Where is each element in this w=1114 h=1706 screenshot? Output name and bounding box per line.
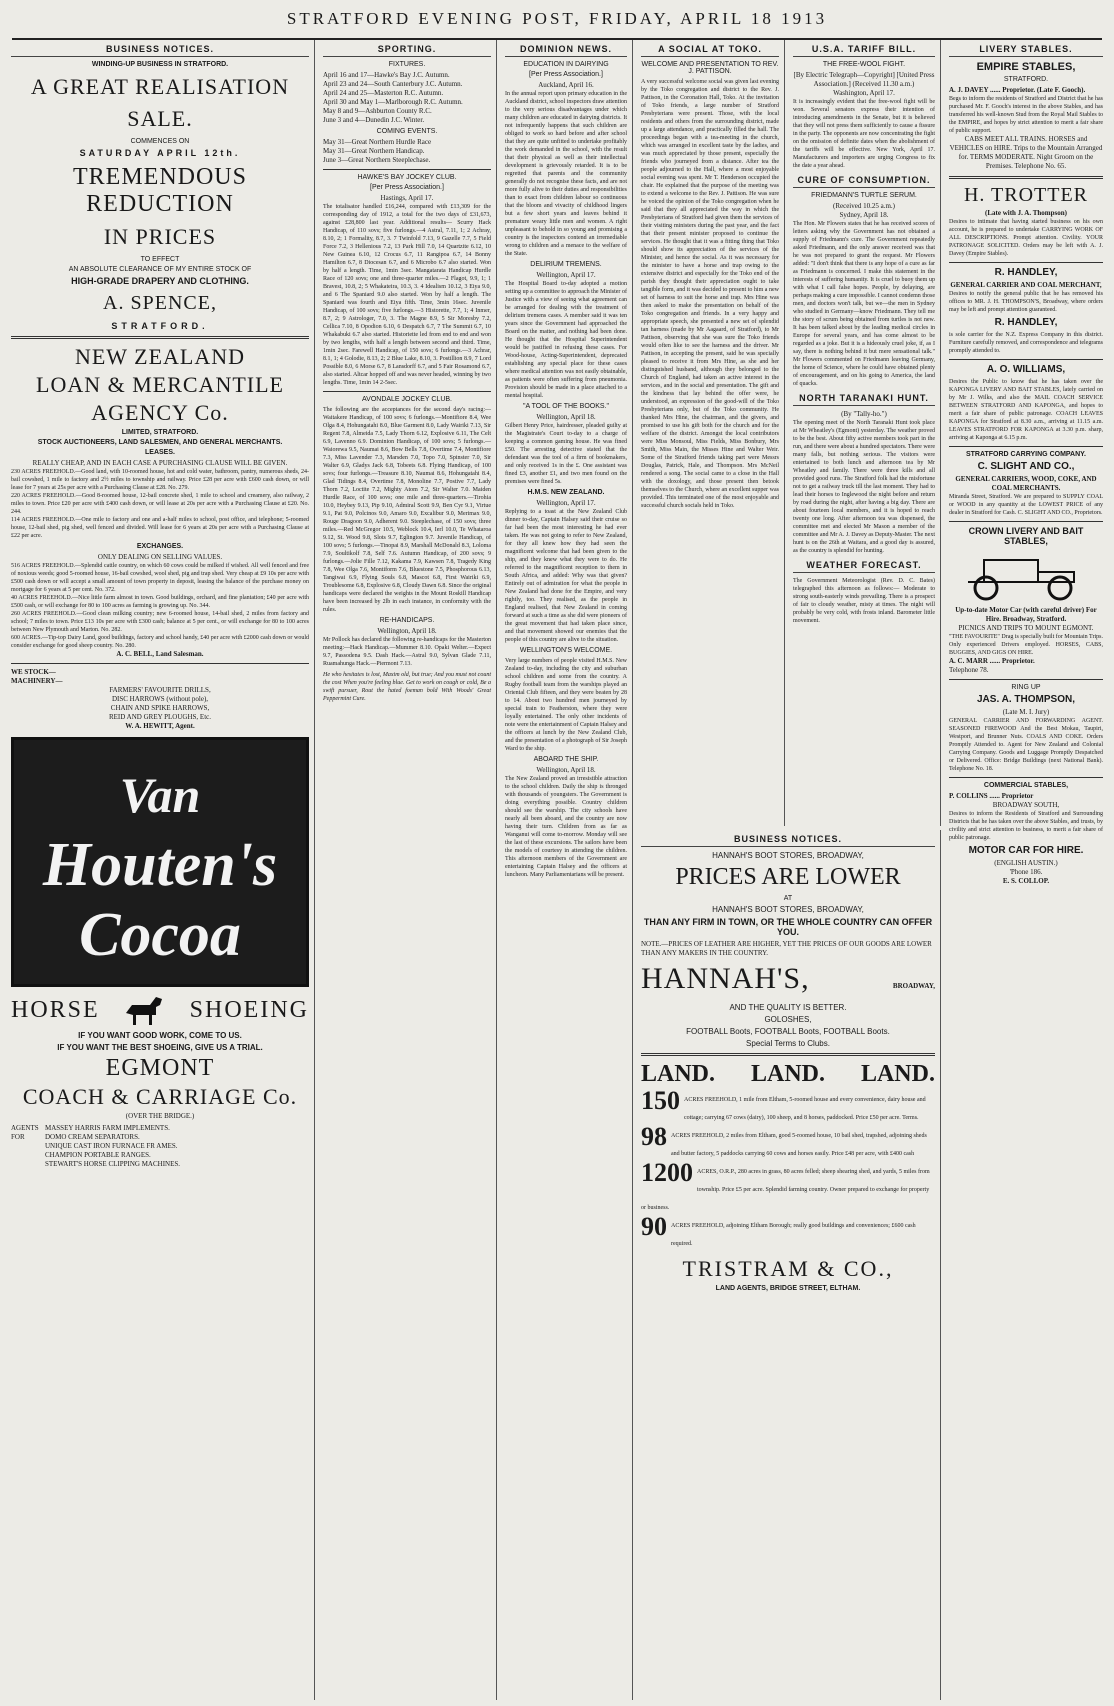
ad-body: Desires to inform the Residents of Stratford and Surrounding Districts that he has taken over the above Stables, and trusts, by civility and strict attention to business, to merit a fair share of public patronage.	[949, 811, 1103, 841]
headline: WELCOME AND PRESENTATION TO REV. J. PATTISON.	[641, 61, 779, 75]
agents-label: AGENTS FOR	[11, 1124, 39, 1141]
carrying-heading: STRATFORD CARRYING COMPANY.	[965, 451, 1087, 458]
horse-label: HORSE	[11, 996, 100, 1023]
divider	[949, 777, 1103, 778]
column-tariff-bill	[788, 40, 941, 826]
ad-body: GENERAL CARRIER AND FORWARDING AGENT. SEASONED FIREWOOD And the Best Mokau, Taupiri, Westport, and Brunner Nuts. COALS AND COKE. Orders Promptly Attended to. Agent for New Zealand and Colonial Carrying Company. Goods and Luggage Promptly Despatched or Delivered. Office: Bridge Buildings (next National Bank). Telephone No. 18.	[949, 718, 1103, 772]
ad-body: Miranda Street, Stratford. We are prepared to SUPPLY COAL or WOOD in any quantity at the LOWEST PRICE of any dealer in Stratford for Cash. C. SLIGHT AND CO., Proprietors.	[949, 494, 1103, 516]
exchange-ad: 516 ACRES FREEHOLD.—Splendid cattle country, on which 60 cows could be milked if wished. All well fenced and free of noxious weeds; good 5-roomed house, 16-bail cowshed, wool shed, pig and trap shed. Very cheap at £9 10s per acre with £500 cash down or will accept a small amount of town property in deposit, leasing the balance of the purchase money on mortgage for 6 years at 5 per cent. No. 372.	[11, 563, 309, 593]
ad-body: Desires to intimate that having started business on his own account, he is prepared to undertake CARRYING WORK OF ALL DESCRIPTIONS. Prompt attention. Civility. YOUR PATRONAGE SOLICITED. Orders may be left with A. J. Davey (Empire Stables).	[949, 219, 1103, 257]
exchange-ad: 600 ACRES.—Tip-top Dairy Land, good buildings, factory and school handy, £40 per acre with £2000 cash down or would consider exchange for good sheep country. No. 280.	[11, 635, 309, 649]
land-ad-text: ACRES FREEHOLD, 2 miles from Eltham, good 5-roomed house, 10 bail shed, trapshed, adjoining sheds and butter factory, 5 paddocks carrying 60 cows and horses easily. Price £48 per acre, with £400 cash	[671, 1133, 927, 1157]
phone-line: 'Phone 186.	[1009, 868, 1043, 876]
masthead: STRATFORD EVENING POST, FRIDAY, APRIL 18 1913	[286, 9, 828, 28]
quality-line: AND THE QUALITY IS BETTER.	[729, 1003, 847, 1012]
hannah-line: HANNAH'S BOOT STORES, BROADWAY,	[712, 851, 864, 860]
article-body: A very successful welcome social was given last evening by the Toko congregation and district to the Rev. J. Pattison, in the Coronation Hall, Toko. At the invitation of Toko friends, a large number of Stratford Presbyterians were present. Those, with the local residents and others from the surrounding district, made up a large attendance, and practically filled the hall. The proceedings began with a tea-meeting in the church, which was arranged in excellent taste by the ladies, and was much appreciated by those present, especially the friends who journeyed from a distance. After tea the people adjourned to the Hall, where a most enjoyable social evening was spent. Mr T. Henderson occupied the chair. He explained that the purpose of the meeting was to extend a welcome to the Rev. J. Pattison. He was sure he voiced the opinion of the Toko congregation when he said that they all appreciated the way in which the Presbyterians of Stratford had given them the services of their visiting ministers during the past year, and the fact that their present minister proposed to continue the services. He thought that it was a fitting thing that Toko should show its appreciation of the services of the Minister, and hence the social. As it was necessary for the minister to have a horse and trap owing to the extensive district and especially for the Toko end of the parish they thought their appreciation ought to take tangible form, and it was decided to present to him a new set of harness to suit the horse and trap. Mrs Hine was then asked to make the presentation on behalf of the Toko congregation and friends. In a very happy and appropriate speech, she presented a new set of splendid tan harness (made by Mr Aagaard, of Stratford), to Mr Pattison, observing that she was sure the Toko friends would often like to see the harness and the driver. Mr Pattison, in accepting the present, said he was specially pleased to receive it from Mrs Hine, as she and her distinguished husband, although they belonged to the Church of England, had taken an active interest in the services, and in the social and presentation. The gift and the kindness that lay behind the offer were, he understood, an expression of the good-will of the Toko Presbyterians only, but of the Toko community. He thanked Mrs Hine, the chairman, and the givers, and promised to use his gift both for the church and for the welfare of the district. Amongst the local contributors were Miss Monsoul, Miss Fields, Miss Bonbury, Mrs Smith, Miss Main, the Misses Hine and Walter Weir. Some of the Stratford friends taking part were Messrs Douglas, Patrick, Hale, and Thompson. Mrs McNeil rendered a song. The social came to a close in the Hall with the doxology, and those present then betook themselves to the Church, where an excellent supper was provided. This terminated one of the most enjoyable and successful church socials held in Toko.	[641, 79, 779, 509]
telephone-line: Telephone 78.	[949, 666, 989, 674]
agent-item: STEWART'S HORSE CLIPPING MACHINES.	[45, 1160, 181, 1168]
shoeing-label: SHOEING	[189, 996, 309, 1023]
headline: ABOARD THE SHIP.	[533, 756, 599, 763]
ad-body: Begs to inform the residents of Stratford and District that he has purchased Mr. F. Gooch's interest in the above Stables, and has transferred his well-known Stud from the Royal Mail Stables to the EMPIRE, and hopes by strict attention to merit a fair share of public support.	[949, 96, 1103, 134]
hawkes-bay-heading: HAWKE'S BAY JOCKEY CLUB.	[357, 174, 457, 181]
land-word: LAND.	[641, 1061, 716, 1087]
good-work-line: IF YOU WANT GOOD WORK, COME TO US.	[78, 1031, 242, 1040]
crown-heading: CROWN LIVERY AND BAIT STABLES,	[968, 526, 1084, 546]
land-ad	[641, 1088, 935, 1124]
handley-heading: R. HANDLEY,	[994, 317, 1058, 328]
divider	[949, 359, 1103, 360]
column-dominion-news	[500, 40, 633, 1700]
land-word: LAND.	[750, 1061, 825, 1087]
section-heading: LIVERY STABLES.	[949, 44, 1103, 57]
machinery-item: REID AND GREY PLOUGHS, Etc.	[108, 713, 212, 721]
lease-ad: 230 ACRES FREEHOLD.—Good land, with 10-roomed house, hot and cold water, bathroom, pantry, numerous sheds, 24-bail cowshed, 1 mile to factory and 2½ miles to township and railway. Price £28 per acre with £600 cash down, or will lease for 7 years at 25s per acre with a Purchasing Clause at £28. No. 279.	[11, 469, 309, 491]
verse: He who hesitates is lost, Maxim old, but true; And you must not count the cost When you're feeling blue. Get to work on cough or cold, Be a swift pursuer, Rout the hated foeman bold With Woods' Great Peppermint Cure.	[323, 672, 491, 702]
article-body: Replying to a toast at the New Zealand Club dinner to-day, Captain Halsey said their cruise so far had been the most interesting he had ever taken. He was not going to refer to New Zealand, for they all knew how they had seen the magnificent welcome that had been given to the ship, and they knew what they were to do. He referred to the magnificent reception to them in South Africa, and added: Why was that given? Entirely out of admiration for what the people in New Zealand had done for the Empire, and very rightly, too. They realised, as the people in England realised, that New Zealand in coming forward at such a time as she did were pioneers of the great movement that had taken place since, and that movement showed our enemies that the people of this country are alive to the situation.	[505, 509, 627, 643]
press-label: [Per Press Association.]	[529, 71, 603, 78]
lease-ad: 114 ACRES FREEHOLD.—One mile to factory and one and a-half miles to school, post office, and telephone; 5-roomed house, 12-bail shed, pig shed, well fenced and divided. Will lease for 6 years at 20s per acre with a Purchasing Clause at £22 per acre.	[11, 517, 309, 539]
dateline: Auckland, April 16.	[538, 81, 594, 89]
event-item: May 31—Great Northern Handicap.	[323, 147, 425, 155]
article-body: In the annual report upon primary education in the Auckland district, school inspectors draw attention to the very serious disadvantages under which many children are educated in dairying districts. It not infrequently happens that such children are obliged to work so hard before and after school that they are quite unfitted to undertake profitably the work demanded in the school, with the result that their physical as well as their intellectual development is grievously retarded. It is to be regretted that parents and the community generally do not recognise these facts, and are not more fully alive to their duties and responsibilities than to exact from children labour so continuous that the bloom and vivacity of childhood lingers but a few short years and leaves behind it premature weary little men and women. A right unpleasant to behold in so young and promising a country is the inspectors contend an irremediable wrong to children and a menace to the welfare of the State.	[505, 91, 627, 257]
land-word: LAND.	[860, 1061, 935, 1087]
cheap-label: REALLY CHEAP, AND IN EACH CASE A PURCHASING CLAUSE WILL BE GIVEN.	[32, 459, 288, 467]
selling-values-label: ONLY DEALING ON SELLING VALUES.	[97, 553, 223, 561]
section-heading: U.S.A. TARIFF BILL.	[793, 44, 935, 57]
collop-signature: E. S. COLLOP.	[1002, 877, 1050, 885]
land-ad-acres: 90	[641, 1212, 667, 1241]
fixture-item: May 8 and 9—Ashburton County R.C.	[323, 107, 432, 115]
coming-events-heading: COMING EVENTS.	[376, 128, 438, 135]
goloshes-line: GOLOSHES,	[764, 1015, 812, 1024]
nz-loan-title-2: LOAN & MERCANTILE	[36, 372, 284, 397]
article-body: The Hon. Mr Flowers states that he has received scores of letters asking why the Government has not obtained a supply of Friedmann's cure. The Government repeatedly asked Friedmann, and the only answer received was that he was not prepared to grant the request. Mr Flowers added: "I don't think that there is any hope of a cure as far as Friedmann is concerned. I make this statement in the interests of suffering humanity. It is cruel to buoy them up with what I call false hopes. People, by delaying, are perhaps making a cure impossible. I cannot condemn those men, and doctors won't talk, but we—the men in Sydney who studied in Germany—know Friedmann. They tell me the story of scrum being obtained from turtles is not new. It has been talked about by the leading medical circles in Europe for several years, and has come almost to be regarded as a joke. But it is a hideously cruel joke, if, as I say, there is nothing behind it but mere sensational talk." Mr Flowers commented on Friedmann leaving Germany, the home of Science, where he could have obtained plenty of encouragement, and on his going to America, the land of quacks.	[793, 221, 935, 387]
land-ad-text: ACRES FREEHOLD, adjoining Eltham Borough; really good buildings and conveniences; £600 cash required.	[671, 1223, 916, 1247]
nz-loan-title-1: NEW ZEALAND	[74, 344, 246, 369]
hannah-line: HANNAH'S BOOT STORES, BROADWAY,	[712, 905, 864, 914]
column-sporting	[318, 40, 497, 1700]
marr-proprietor: A. C. MARR ...... Proprietor.	[949, 657, 1035, 665]
section-heading: SPORTING.	[323, 44, 491, 57]
tremendous-heading: TREMENDOUS REDUCTION	[72, 164, 247, 217]
collins-location: BROADWAY SOUTH,	[992, 801, 1060, 809]
divider	[323, 169, 491, 170]
event-item: June 3—Great Northern Steeplechase.	[323, 156, 431, 164]
fixture-item: April 16 and 17—Hawke's Bay J.C. Autumn.	[323, 71, 450, 79]
column-social-at-toko	[636, 40, 785, 826]
divider	[949, 176, 1103, 179]
ad-body: is sole carrier for the N.Z. Express Company in this district. Furniture carefully removed, and correspondence and telegrams promptly attended to.	[949, 332, 1103, 354]
divider	[949, 521, 1103, 522]
leases-label: LEASES.	[145, 449, 175, 456]
cocoa-brand-mid: Houten's	[42, 831, 278, 899]
we-stock-label: WE STOCK—	[11, 668, 56, 676]
nz-loan-auctioneers: STOCK AUCTIONEERS, LAND SALESMEN, AND GENERAL MERCHANTS.	[37, 439, 283, 446]
press-label: [Per Press Association.]	[370, 184, 444, 191]
column-livery-stables	[944, 40, 1108, 1700]
exchanges-label: EXCHANGES.	[136, 543, 184, 550]
ad-body: Desires the Public to know that he has taken over the KAPONGA LIVERY AND BAIT STABLES, lately carried on by Mr J. Wilks, and also the MAIL COACH SERVICE BETWEEN STRATFORD AND KAPONGA, and hopes to merit a fair share of public patronage. COACH LEAVES KAPONGA for Stratford at 8.30 a.m., arriving at 11.15 a.m. LEAVES STRATFORD FOR KAPONGA at 3.30 p.m. sharp, arriving at Kaponga at 6.15 p.m.	[949, 379, 1103, 441]
byline: (By "Tally-ho.")	[841, 410, 887, 418]
ad-body: CABS MEET ALL TRAINS. HORSES and VEHICLES on HIRE. Trips to the Mountain Arranged for. TERMS MODERATE. Night Groom on the Premises. Telephone No. 65.	[949, 135, 1103, 170]
land-ad	[641, 1124, 935, 1160]
exchange-ad: 260 ACRES FREEHOLD.—Good clean milking country; new 6-roomed house, 14-bail shed, 2 miles from factory and school; 7 miles to town. Price £13 10s per acre with £300 cash; balance at 5 per cent., or will exchange for 80 to 100 acres between New Plymouth and Marton. No. 282.	[11, 611, 309, 633]
section-heading: WEATHER FORECAST.	[793, 560, 935, 573]
collins-proprietor: P. COLLINS ...... Proprietor	[949, 792, 1034, 800]
fixtures-heading: FIXTURES.	[388, 61, 426, 68]
article-body: The Government Meteorologist (Rev. D. C. Bates) telegraphed this afternoon as follows:— Moderate to strong south-easterly winds prevailing. There is a prospect of fair to cloudy weather, misty at times. The night will probably be very cold, with frosts inland. Barometer little movement.	[793, 578, 935, 624]
byline: (Received 10.25 a.m.)	[832, 202, 895, 210]
article-body: The opening meet of the North Taranaki Hunt took place at Mr Wheatley's (Egmont) yesterday. The weather proved to be the best. About fifty active members took part in the run, and there were about a hundred spectators. There were many falls, but nothing serious. The visitors were entertained to both lunch and afternoon tea by Mr Wheatley and family. There were three kills and all provided good runs. The Stratford folk had the misfortune not to get a railway truck till the last moment. They had to lead their horses to Inglewood the night before and return by road during the night, after having a big day. There are about fourteen local members, and it is hoped to reach twenty one long. After afternoon tea was dispensed, the committee met and elected Mr Mason a member of the committee and Mr A. J. Davey as Deputy-Master. The next hunt is on the 26th at Waitara, and a good day is assured, as the country is splendid for hunting.	[793, 420, 935, 554]
headline: FRIEDMANN'S TURTLE SERUM.	[811, 192, 917, 199]
football-line: FOOTBALL Boots, FOOTBALL Boots, FOOTBALL Boots.	[686, 1027, 890, 1036]
column-business-notices	[6, 40, 315, 1700]
dateline: Wellington, April 17.	[536, 271, 596, 279]
motor-car-icon	[956, 550, 1096, 602]
agent-item: DOMO CREAM SEPARATORS.	[45, 1133, 140, 1141]
motor-car-line: Up-to-date Motor Car (with careful driver) For Hire. Broadway, Stratford.	[955, 606, 1097, 623]
handley-heading: R. HANDLEY,	[994, 267, 1058, 278]
drapery-label: HIGH-GRADE DRAPERY AND CLOTHING.	[71, 276, 249, 286]
fixture-item: April 30 and May 1—Marlborough R.C. Autumn.	[323, 98, 463, 106]
divider	[11, 663, 309, 664]
dateline: Hastings, April 17.	[380, 194, 434, 202]
divider	[949, 262, 1103, 263]
prices-heading: IN PRICES	[103, 224, 217, 249]
commences-label: COMMENCES ON	[130, 138, 190, 145]
slight-sub: GENERAL CARRIERS, WOOD, COKE, AND COAL MERCHANTS.	[955, 475, 1097, 492]
article-body: The New Zealand proved an irresistible attraction to the school children. Daily the ship is thronged with thousands of youngsters. The Government is doing everything possible. Country children should see the warship. The city schools have nearly all been aboard, and the country are now having their turn. Children from as far as Wanganui will come to-morrow. Monday will see the last of these excursions. The sailors have been the models of courtesy in attending the children. This afternoon members of the Government are entertaining Captain Halsey and the officers at luncheon. Many Parliamentarians will be present.	[505, 776, 627, 878]
agent-item: CHAMPION PORTABLE RANGES.	[45, 1151, 151, 1159]
horse-shoeing-banner	[11, 993, 309, 1027]
dateline: Sydney, April 18.	[839, 211, 889, 219]
realisation-heading: A GREAT REALISATION	[30, 74, 290, 99]
empire-location: STRATFORD.	[1003, 76, 1049, 83]
fixture-item: June 3 and 4—Dunedin J.C. Winter.	[323, 116, 425, 124]
picnics-line: PICNICS AND TRIPS TO MOUNT EGMONT.	[958, 624, 1094, 632]
bell-signature: A. C. BELL, Land Salesman.	[116, 650, 204, 658]
note-line: NOTE.—PRICES OF LEATHER ARE HIGHER, YET THE PRICES OF OUR GOODS ARE LOWER THAN ANY MAKERS IN THE COUNTRY.	[641, 940, 932, 957]
ring-up-label: RING UP	[1011, 684, 1041, 691]
machinery-item: FARMERS' FAVOURITE DRILLS,	[109, 686, 211, 694]
at-label: AT	[783, 895, 793, 902]
trotter-sub: (Late with J. A. Thompson)	[985, 209, 1067, 217]
divider	[11, 336, 309, 339]
headline: H.M.S. NEW ZEALAND.	[527, 489, 605, 496]
article-body: It is increasingly evident that the free-wool fight will be won. Several senators express their intention of introducing amendments in the Senate, but it is believed that they will not press them sufficiently to cause a fissure in the party. The opponents are now concentrating the fight on the omission of definite dates when the abolishment of the tariffs will be effective. New York, April 17. Manufacturers and importers are urging Congress to fix the date a year ahead.	[793, 99, 935, 169]
over-bridge-label: (OVER THE BRIDGE.)	[125, 1112, 195, 1120]
exchange-ad: 40 ACRES FREEHOLD.—Nice little farm almost in town. Good buildings, orchard, and fine plantation; £40 per acre with £500 cash, or will exchange for 80 to 100 acres as farming is growing up. No. 344.	[11, 595, 309, 609]
event-item: May 31—Great Northern Hurdle Race	[323, 138, 432, 146]
article-body: The following are the acceptances for the second day's racing:— Waitakere Handicap, of 100 sovs; 6 furlongs.—Montifiore 8.4, Wee Olga 8.4, Hohungatahi 8.0, Blue Garment 8.0, Lady Wairiki 7.13, Sir Regent 7.8, Almeida 7.5, Lady Thorn 6.12, Explosive 6.11, The Celt 6.9, Lavenno 6.9. Dominion Handicap, of 100 sovs; 5 furlongs.—Waiorewa 9.5, Naumai 8.6, Bow Bells 7.8, Overtime 7.4, Montifiore 7.3, Miss Lavender 7.3, Marsden 7.0, Topo 7.0, Spinster 7.0, Sir Walter 6.9, Gladys Jack 6.8, Tobeets 6.8. Flying Handicap, of 100 sovs; four furlongs.—Treasure 8.10, Naumai 8.6, Hohungatahi 8.4, Glad Tidings 8.4, Overtime 7.8, Monoline 7.7, Postive 7.7, Lady Thorn 7.2, Loctite 7.2, Mighty Atom 7.2, Sir Walter 7.0. Maiden Hurdle Race, of 100 sovs; one mile and three-quarters.—Tirohia 10.0, Heybey 9.13, Pip 9.10, Admiral Scott 9.9, Ben Cyr 9.1, Virtue 9.1, Pat 9.0, Polcinos 9.0, Amaro 9.0, Excalibur 9.0, Merimax 9.0, Rouge Dragoon 9.0, Adherent 9.0. Steeplechase, of 150 sovs; three miles.—Red McGregor 10.5, Weblock 10.4, Ierl 10.0, Te Whataroa 9.12, St. Wood 9.8, Slots 9.7, Eglington 9.7. Juvenile Handicap, of 100 sovs; 5 furlongs.—Tinopai 8.9, Marshall McDonald 8.3, Loloma 7.9, Soultikolf 7.8, Self 7.6. Autumn Handicap, of 200 sovs; 9 furlongs.—Jolie Fille 7.12, Kakama 7.9, Kawsen 7.8, Tragedy King 7.8, Wee Olga 7.6, Montiform 7.6, Bluestone 7.5, Phosphorous 6.13, Tangiwai 6.9, Flying Souls 6.8, Mascot 6.8, First Wairiki 6.9, Troublesome 6.8, Explosive 6.8, Cloudy Dawn 6.8. Since the original handicaps were declared the weights in the Mount Roskill Handicap have been increased by 2lb in each instance, in conformity with the rules.	[323, 407, 491, 613]
dateline: Washington, April 17.	[833, 89, 895, 97]
austin-label: (ENGLISH AUSTIN.)	[994, 859, 1058, 867]
land-ad-text: ACRES FREEHOLD, 1 mile from Eltham, 5-roomed house and every convenience, dairy house and cottage; carrying 67 cows (dairy), 100 sheep, and 8 horses, paddocked. Price £50 per acre. Terms.	[684, 1097, 926, 1121]
article-body: Very large numbers of people visited H.M.S. New Zealand to-day, including the city and suburban school children and some from the country. A Rugby football team from the warships played an Oriental Club fifteen, and they were beaten by 28 to 14. About two hundred men journeyed by special train to Featherston, where they were loyally entertained. The only other incidents of note were the entertainment of Captain Halsey and the officers at lunch by the New Zealand Club, and the presentation of a photograph of Sir Joseph Ward to the ship.	[505, 658, 627, 752]
headline: DELIRIUM TREMENS.	[530, 261, 602, 268]
section-heading: DOMINION NEWS.	[505, 44, 627, 57]
headline: THE FREE-WOOL FIGHT.	[822, 61, 906, 68]
than-line: THAN ANY FIRM IN TOWN, OR THE WHOLE COUNTRY CAN OFFER YOU.	[643, 917, 933, 937]
prices-lower-heading: PRICES ARE LOWER	[675, 864, 901, 890]
effect-label: TO EFFECT	[140, 256, 180, 263]
land-ad	[641, 1214, 935, 1250]
agents-block	[11, 1124, 309, 1169]
land-banner	[641, 1061, 935, 1088]
cocoa-brand-top: Van	[119, 767, 201, 823]
land-ad-acres: 1200	[641, 1158, 693, 1187]
headline: EDUCATION IN DAIRYING	[523, 61, 609, 68]
coach-carriage-heading: COACH & CARRIAGE Co.	[22, 1084, 298, 1109]
williams-heading: A. O. WILLIAMS,	[986, 364, 1066, 375]
nz-loan-limited: LIMITED, STRATFORD.	[121, 429, 199, 436]
avondale-heading: AVONDALE JOCKEY CLUB.	[362, 396, 452, 403]
dateline: Wellington, April 18.	[536, 766, 596, 774]
tristram-sub: LAND AGENTS, BRIDGE STREET, ELTHAM.	[715, 1285, 861, 1292]
section-heading: NORTH TARANAKI HUNT.	[793, 393, 935, 406]
clearance-label: AN ABSOLUTE CLEARANCE OF MY ENTIRE STOCK OF	[68, 266, 252, 273]
terms-line: Special Terms to Clubs.	[746, 1039, 830, 1048]
nz-loan-title-3: AGENCY Co.	[91, 400, 229, 425]
dateline: Wellington, April 18.	[377, 627, 437, 635]
hewitt-signature: W. A. HEWITT, Agent.	[125, 722, 195, 730]
section-heading: A SOCIAL AT TOKO.	[641, 44, 779, 57]
land-ad-text: ACRES, O.R.P., 280 acres in grass, 80 acres felled; sheep shearing shed, and yards, 5 miles from township. Price £5 per acre. Splendid farming country. Owner prepared to exchange for property or business.	[641, 1169, 930, 1211]
article-body: The Hospital Board to-day adopted a motion setting up a committee to approach the Minister of Justice with a view of seeing what agreement can be arranged for dealing with the treatment of delirium tremens cases. A member said it was ten years since the Government had approached the Board on the matter, and nothing had been done. He thought that the Hospital Superintendent would be justified in refusing these cases. For Wood-house, Acting-Superintendent, deprecated establishing any special place for these cases where medical attention was not easily obtainable, as patients were often suffering from pneumonia. Provision should be made in a place attached to a mental hospital.	[505, 281, 627, 399]
spence-name: A. SPENCE,	[103, 292, 217, 314]
commercial-heading: COMMERCIAL STABLES,	[983, 782, 1069, 789]
winding-up-heading: WINDING-UP BUSINESS IN STRATFORD.	[91, 61, 229, 68]
land-ad	[641, 1160, 935, 1214]
lease-ad: 220 ACRES FREEHOLD.—Good 8-roomed house, 12-bail concrete shed, 1 mile to school and creamery, also railway, 2 miles to town. Price £20 per acre with £400 cash down, or will lease at 20s per acre with a Purchasing Clause at £20. No. 244.	[11, 493, 309, 515]
section-heading: BUSINESS NOTICES.	[11, 44, 309, 57]
egmont-heading: EGMONT	[105, 1055, 215, 1081]
sale-heading: SALE.	[127, 106, 193, 131]
machinery-item: CHAIN AND SPIKE HARROWS,	[110, 704, 210, 712]
sale-date: SATURDAY APRIL 12th.	[79, 148, 241, 158]
section-heading: CURE OF CONSUMPTION.	[793, 175, 935, 188]
empire-heading: EMPIRE STABLES,	[976, 61, 1076, 73]
article-body: The totalisator handled £16,244, compared with £13,309 for the corresponding day of 1912, a total for the two days of £31,673, against £28,800 last year. Additional results— Scurry Hack Handicap, of 110 sovs; five furlongs.—4 Astral, 7.11, 1; 2 Achray, 8.10, 2; 1 Formality, 8.7, 3. 7 Twinfold 7.13, 9 Gazelle 7.7, 5 Field Force 7.2, 3 Hellenious 7.2, 13 Park Hill 7.0, 14 Quartzite 6.12, 10 New Guinea 6.10, 12 Crocus 6.7, 11 Rangipoa 6.7, 14 Bonny Hamilton 6.7, 8 Diocesan 6.7, and 6 Microbo 6.7 also started. Won by half a length. Time, 1min 3sec. Mangatarata Handicap Hurdle Race of 120 sovs; one and three-quarter miles.—2 Flagot, 9.9, 1; 1 Bravest, 10.8, 2; 5 Whakateira, 10.3, 3. 4 Idealism 10.12, 3 Eiya 9.0, and 6 The Spaniard 9.0 also started. Won by half a length. The Spaniard was fourth and Eiya fifth. Time, 3min 16sec. Juvenile Handicap, of 100 sovs; five furlongs.—3 Historette, 7.7, 1; 4 Inmer, 8.7, 2; 9 Astrologer, 7.0, 3. The Magne 8.9, 5 Sir Moresby 7.2, Cellica 7.10, 8 Opodion 6.10, 6 Despatch 6.7, 7 The Summit 6.7, 10 Whakabuki 6.7 also started. Historiette led from end to end and won by two lengths, with half a length between second and third. Time, 1min 2sec. Farewell Handicap, of 150 sovs; 6 furlongs.—3 Achrar, 8.1, 1; 4 Golodie, 8.13, 2; 2 Blue Lake, 8.10, 3. Postillion 8.9, 7 Lord Possible 8.0, 6 Morse 6.7, 8 Lansdorff 6.7, and 5 Fair Rosamond 6.7, also started. Altcar hopped off and was never headed, winning by two lengths. Time, 1min 14 2-5sec.	[323, 204, 491, 386]
agent-item: MASSEY HARRIS FARM IMPLEMENTS.	[45, 1124, 170, 1132]
best-shoeing-line: IF YOU WANT THE BEST SHOEING, GIVE US A TRIAL.	[57, 1043, 263, 1052]
thompson-heading: JAS. A. THOMPSON,	[977, 694, 1075, 705]
davey-proprietor: A. J. DAVEY ...... Proprietor. (Late F. Gooch).	[949, 86, 1086, 94]
ad-body: Desires to notify the general public that he has removed his offices to MR. J. H. THOMPSON'S, Broadway, where orders may be left and prompt attention guaranteed.	[949, 291, 1103, 313]
rehandicaps-heading: RE-HANDICAPS.	[379, 617, 435, 624]
divider	[641, 1053, 935, 1056]
motor-car-hire-heading: MOTOR CAR FOR HIRE.	[968, 845, 1084, 856]
thompson-sub: (Late M. I. Jury)	[1002, 708, 1050, 716]
divider	[949, 679, 1103, 680]
article-body: Gilbert Henry Price, hairdresser, pleaded guilty at the Magistrate's Court to-day to a charge of keeping a common gaming house. He was fined £50. The arresting detective stated that the defendant was the tool of a firm of bookmakers, and only received 1s in the £. One assistant was fined £3, another £1, and two men found on the premises were fined 5s.	[505, 423, 627, 485]
agents-list	[45, 1124, 180, 1169]
slight-heading: C. SLIGHT AND CO.,	[977, 461, 1075, 472]
byline: [By Electric Telegraph—Copyright] [United Press Association.] (Received 11.30 a.m.)	[793, 71, 935, 88]
trotter-heading: H. TROTTER	[963, 184, 1089, 206]
headline: WELLINGTON'S WELCOME.	[519, 647, 613, 654]
section-heading: BUSINESS NOTICES.	[641, 834, 935, 847]
ad-body: "THE FAVOURITE" Drag is specially built for Mountain Trips. Only experienced Drivers employed. HORSES, CABS, BUGGIES, AND GIGS ON HIRE.	[949, 634, 1103, 656]
dateline: Wellington, April 18.	[536, 413, 596, 421]
cocoa-brand-bottom: Cocoa	[79, 901, 241, 969]
machinery-label: MACHINERY—	[11, 677, 63, 685]
divider	[323, 391, 491, 392]
land-ad-acres: 150	[641, 1086, 680, 1115]
fixture-item: April 23 and 24—South Canterbury J.C. Autumn.	[323, 80, 463, 88]
fixture-item: April 24 and 25—Masterton R.C. Autumn.	[323, 89, 444, 97]
machinery-item: DISC HARROWS (without pole),	[111, 695, 209, 703]
horse-icon	[122, 993, 168, 1027]
article-body: Mr Pollock has declared the following re-handicaps for the Masterton meeting:—Hack Handicap.—Mummer 8.10. Opaki Welter.—Expect 9.7, Passodena 9.5. Dash Hack.—Astral 9.0, Sylvan Glade 7.11, Ruamahunga Hack.—Piermont 7.13.	[323, 637, 491, 667]
spence-location: STRATFORD.	[111, 321, 209, 331]
hannahs-heading: HANNAH'S,	[641, 962, 810, 995]
hannahs-row	[641, 958, 935, 1000]
handley-sub: GENERAL CARRIER AND COAL MERCHANT,	[950, 281, 1102, 289]
headline: "A TOOL OF THE BOOKS."	[522, 403, 609, 410]
agent-item: UNIQUE CAST IRON FURNACE FR AMES.	[45, 1142, 178, 1150]
land-ad-acres: 98	[641, 1122, 667, 1151]
dateline: Wellington, April 17.	[536, 499, 596, 507]
tristram-heading: TRISTRAM & CO.,	[682, 1256, 894, 1281]
broadway-label: BROADWAY,	[892, 982, 935, 990]
van-houtens-cocoa-ad	[11, 737, 309, 987]
bottom-business-notices	[636, 830, 941, 1700]
divider	[949, 446, 1103, 447]
